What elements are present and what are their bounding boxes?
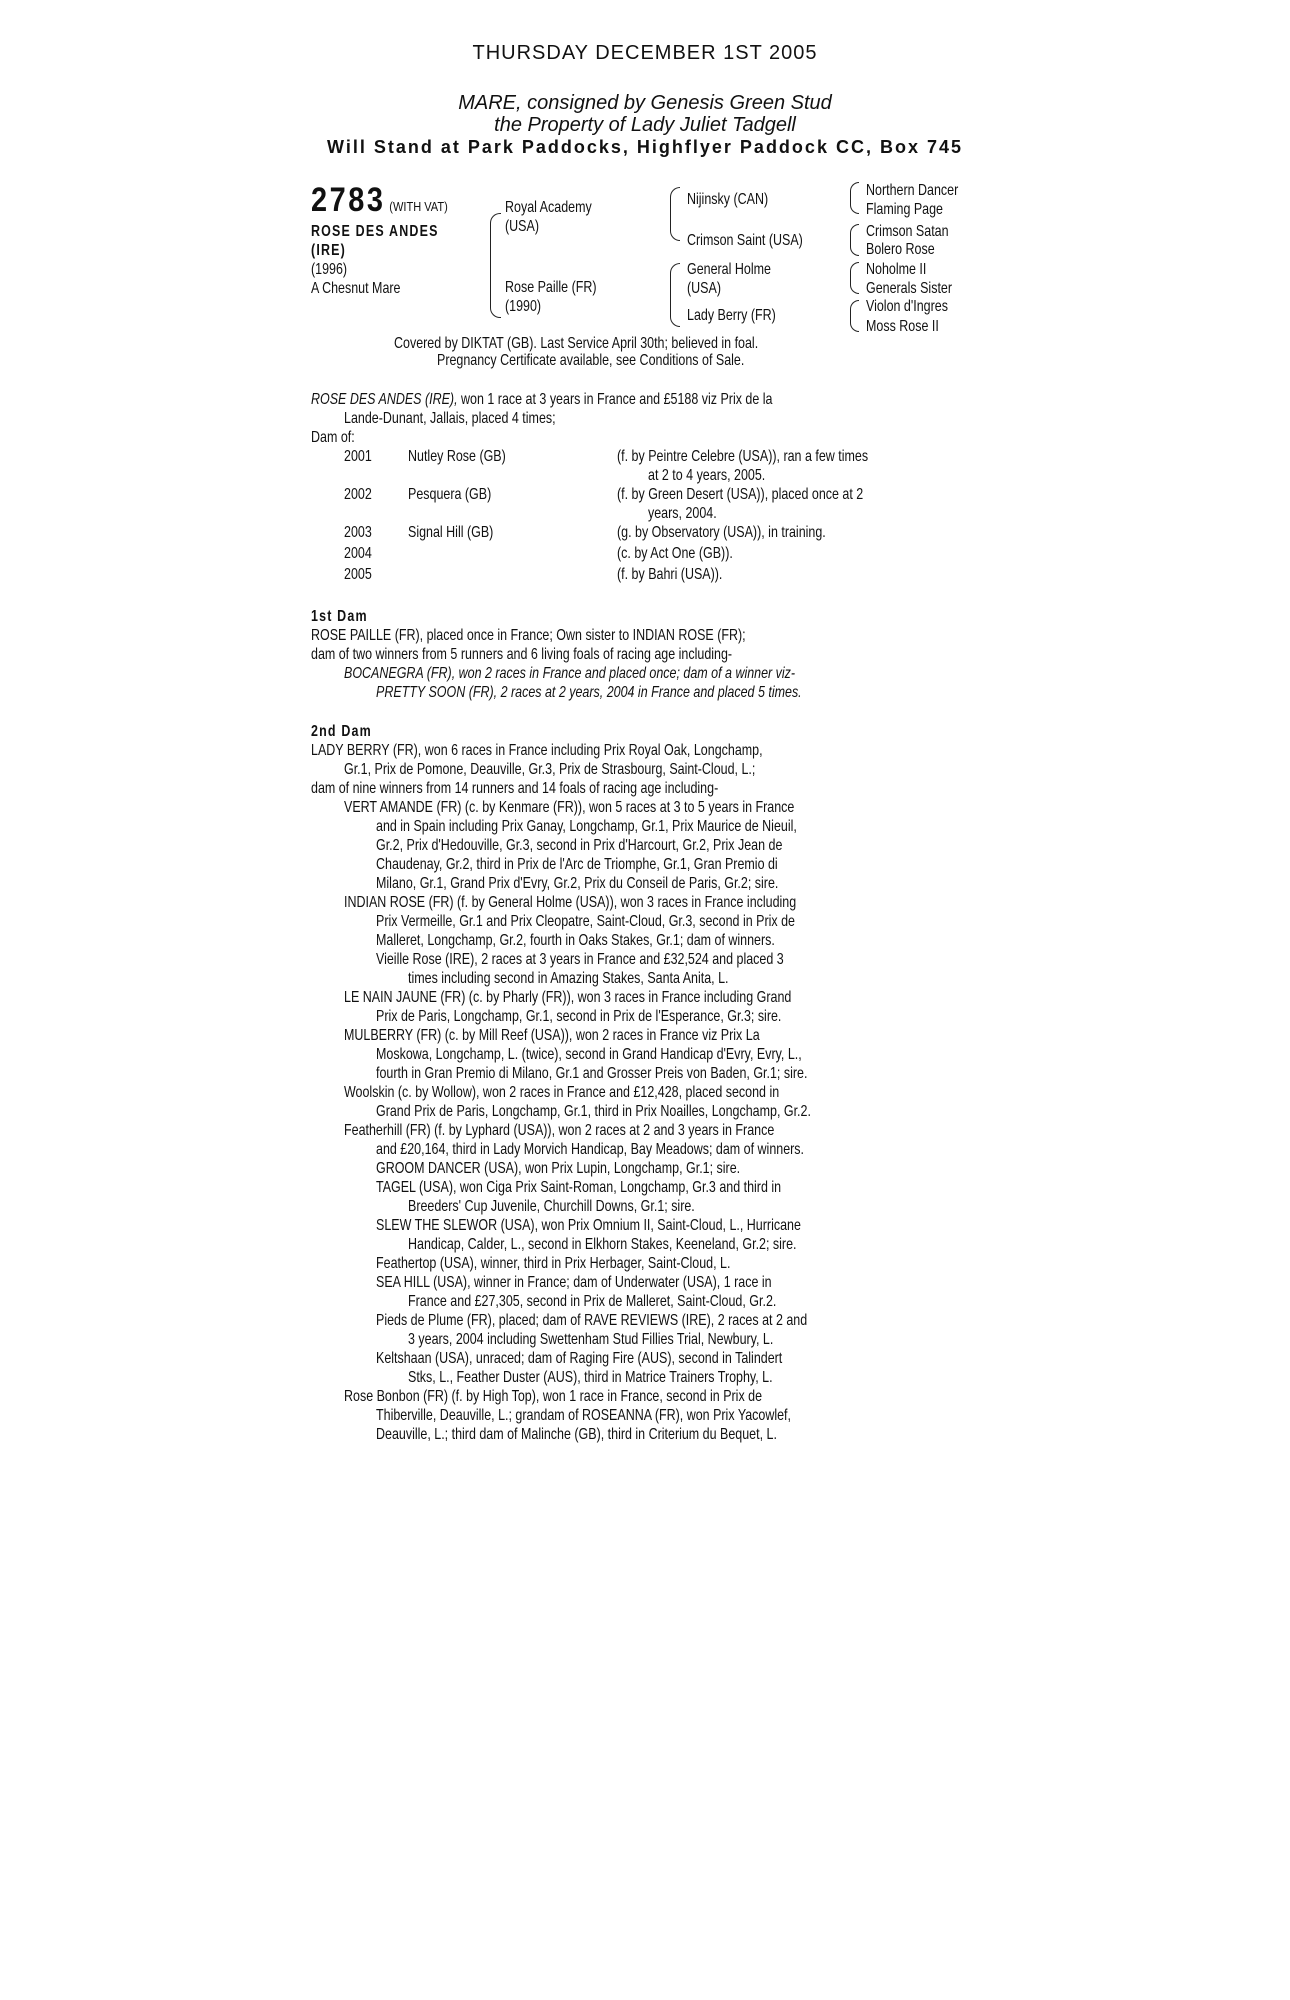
second-dam-line: Rose Bonbon (FR) (f. by High Top), won 1 race in France, second in Prix de xyxy=(344,1388,763,1405)
produce-year: 2004 xyxy=(344,545,372,562)
brace-ss xyxy=(850,182,859,214)
second-dam-line: Pieds de Plume (FR), placed; dam of RAVE REVIEWS (IRE), 2 races at 2 and xyxy=(376,1312,808,1329)
sire-dam-brace xyxy=(490,213,501,318)
second-dam-line: Moskowa, Longchamp, L. (twice), second in Grand Handicap d'Evry, Evry, L., xyxy=(376,1046,802,1063)
gg-dam-3: Generals Sister xyxy=(866,280,953,297)
first-dam-line: BOCANEGRA (FR), won 2 races in France and placed once; dam of a winner viz- xyxy=(344,665,796,682)
produce-name: Pesquera (GB) xyxy=(408,486,492,503)
second-dam-line: fourth in Gran Premio di Milano, Gr.1 and Grosser Preis von Baden, Gr.1; sire. xyxy=(376,1065,808,1082)
gg-sire-3: Noholme II xyxy=(866,261,927,278)
dam-sire-country: (USA) xyxy=(687,280,721,297)
brace-dd xyxy=(850,300,859,332)
property-line: the Property of Lady Juliet Tadgell xyxy=(494,114,796,136)
first-dam-line: dam of two winners from 5 runners and 6 living foals of racing age including- xyxy=(311,646,733,663)
foaling-year: (1996) xyxy=(311,261,348,278)
dam-dam: Lady Berry (FR) xyxy=(687,307,776,324)
second-dam-line: LE NAIN JAUNE (FR) (c. by Pharly (FR)), won 3 races in France including Grand xyxy=(344,989,792,1006)
dam-of-label: Dam of: xyxy=(311,429,355,446)
second-dam-line: and in Spain including Prix Ganay, Longchamp, Gr.1, Prix Maurice de Nieuil, xyxy=(376,818,797,835)
produce-name: Signal Hill (GB) xyxy=(408,524,494,541)
first-dam-line: PRETTY SOON (FR), 2 races at 2 years, 2004 in France and placed 5 times. xyxy=(376,684,802,701)
stand-line: Will Stand at Park Paddocks, Highflyer Paddock CC, Box 745 xyxy=(327,137,963,157)
gg-sire-1: Northern Dancer xyxy=(866,182,959,199)
horse-suffix: (IRE) xyxy=(311,242,346,259)
produce-year: 2001 xyxy=(344,448,372,465)
dam-line-brace xyxy=(670,263,680,327)
second-dam-line: Gr.2, Prix d'Hedouville, Gr.3, second in Prix d'Harcourt, Gr.2, Prix Jean de xyxy=(376,837,783,854)
brace-ds xyxy=(850,262,859,294)
produce-year: 2005 xyxy=(344,566,372,583)
second-dam-line: Prix Vermeille, Gr.1 and Prix Cleopatre, Saint-Cloud, Gr.3, second in Prix de xyxy=(376,913,795,930)
produce-note: at 2 to 4 years, 2005. xyxy=(648,467,766,484)
produce-name: Nutley Rose (GB) xyxy=(408,448,506,465)
second-dam-line: VERT AMANDE (FR) (c. by Kenmare (FR)), won 5 races at 3 to 5 years in France xyxy=(344,799,795,816)
second-dam-line: Featherhill (FR) (f. by Lyphard (USA)), won 2 races at 2 and 3 years in France xyxy=(344,1122,775,1139)
second-dam-line: Stks, L., Feather Duster (AUS), third in Matrice Trainers Trophy, L. xyxy=(408,1369,773,1386)
second-dam-line: Prix de Paris, Longchamp, Gr.1, second in Prix de l'Esperance, Gr.3; sire. xyxy=(376,1008,782,1025)
second-dam-line: Milano, Gr.1, Grand Prix d'Evry, Gr.2, Prix du Conseil de Paris, Gr.2; sire. xyxy=(376,875,779,892)
lot-number-line xyxy=(311,182,448,218)
second-dam-line: Handicap, Calder, L., second in Elkhorn Stakes, Keeneland, Gr.2; sire. xyxy=(408,1236,797,1253)
produce-note: (g. by Observatory (USA)), in training. xyxy=(617,524,826,541)
produce-note: (f. by Bahri (USA)). xyxy=(617,566,723,583)
second-dam-line: Keltshaan (USA), unraced; dam of Raging Fire (AUS), second in Talindert xyxy=(376,1350,783,1367)
vat-label: (WITH VAT) xyxy=(389,199,448,214)
second-dam-line: dam of nine winners from 14 runners and 14 foals of racing age including- xyxy=(311,780,719,797)
produce-note: years, 2004. xyxy=(648,505,717,522)
brace-sd xyxy=(850,224,859,256)
produce-note: (c. by Act One (GB)). xyxy=(617,545,733,562)
second-dam-line: and £20,164, third in Lady Morvich Handicap, Bay Meadows; dam of winners. xyxy=(376,1141,805,1158)
second-dam-line: times including second in Amazing Stakes, Santa Anita, L. xyxy=(408,970,729,987)
second-dam-line: Thiberville, Deauville, L.; grandam of ROSEANNA (FR), won Prix Yacowlef, xyxy=(376,1407,791,1424)
second-dam-line: Grand Prix de Paris, Longchamp, Gr.1, third in Prix Noailles, Longchamp, Gr.2. xyxy=(376,1103,811,1120)
dam-name: Rose Paille (FR) xyxy=(505,279,597,296)
second-dam-line: Vieille Rose (IRE), 2 races at 3 years in France and £32,524 and placed 3 xyxy=(376,951,784,968)
second-dam-line: SLEW THE SLEWOR (USA), won Prix Omnium II, Saint-Cloud, L., Hurricane xyxy=(376,1217,801,1234)
horse-name: ROSE DES ANDES xyxy=(311,223,439,240)
second-dam-line: Woolskin (c. by Wollow), won 2 races in France and £12,428, placed second in xyxy=(344,1084,780,1101)
gg-dam-4: Moss Rose II xyxy=(866,318,939,335)
produce-year: 2002 xyxy=(344,486,372,503)
sire-sire: Nijinsky (CAN) xyxy=(687,191,769,208)
produce-year: 2003 xyxy=(344,524,372,541)
second-dam-line: Chaudenay, Gr.2, third in Prix de l'Arc de Triomphe, Gr.1, Gran Premio di xyxy=(376,856,778,873)
second-dam-line: Gr.1, Prix de Pomone, Deauville, Gr.3, Prix de Strasbourg, Saint-Cloud, L.; xyxy=(344,761,756,778)
sire-dam: Crimson Saint (USA) xyxy=(687,232,803,249)
lot-number: 2783 xyxy=(311,181,386,219)
record-line-1 xyxy=(311,390,773,409)
gg-dam-1: Flaming Page xyxy=(866,201,944,218)
second-dam-line: INDIAN ROSE (FR) (f. by General Holme (USA)), won 3 races in France including xyxy=(344,894,797,911)
second-dam-line: MULBERRY (FR) (c. by Mill Reef (USA)), won 2 races in France viz Prix La xyxy=(344,1027,760,1044)
sire-country: (USA) xyxy=(505,218,539,235)
sire-name: Royal Academy xyxy=(505,199,592,216)
sale-date: THURSDAY DECEMBER 1ST 2005 xyxy=(472,42,818,64)
second-dam-line: Deauville, L.; third dam of Malinche (GB), third in Criterium du Bequet, L. xyxy=(376,1426,777,1443)
gg-sire-4: Violon d'Ingres xyxy=(866,298,948,315)
second-dam-line: Feathertop (USA), winner, third in Prix Herbager, Saint-Cloud, L. xyxy=(376,1255,731,1272)
consignor-line: MARE, consigned by Genesis Green Stud xyxy=(458,92,832,114)
covered-line: Covered by DIKTAT (GB). Last Service April 30th; believed in foal. xyxy=(394,335,759,352)
second-dam-line: SEA HILL (USA), winner in France; dam of Underwater (USA), 1 race in xyxy=(376,1274,772,1291)
second-dam-heading: 2nd Dam xyxy=(311,723,372,740)
gg-dam-2: Bolero Rose xyxy=(866,241,935,258)
gg-sire-2: Crimson Satan xyxy=(866,223,949,240)
produce-note: (f. by Peintre Celebre (USA)), ran a few times xyxy=(617,448,869,465)
dam-sire: General Holme xyxy=(687,261,771,278)
first-dam-line: ROSE PAILLE (FR), placed once in France; Own sister to INDIAN ROSE (FR); xyxy=(311,627,746,644)
second-dam-line: Breeders' Cup Juvenile, Churchill Downs, Gr.1; sire. xyxy=(408,1198,695,1215)
sire-line-brace xyxy=(670,187,680,241)
second-dam-line: GROOM DANCER (USA), won Prix Lupin, Longchamp, Gr.1; sire. xyxy=(376,1160,741,1177)
pregnancy-line: Pregnancy Certificate available, see Conditions of Sale. xyxy=(437,352,745,369)
horse-description: A Chesnut Mare xyxy=(311,280,401,297)
record-line-2: Lande-Dunant, Jallais, placed 4 times; xyxy=(344,410,556,427)
second-dam-line: 3 years, 2004 including Swettenham Stud Fillies Trial, Newbury, L. xyxy=(408,1331,774,1348)
produce-note: (f. by Green Desert (USA)), placed once at 2 xyxy=(617,486,864,503)
first-dam-heading: 1st Dam xyxy=(311,608,368,625)
record-horse-name: ROSE DES ANDES (IRE), xyxy=(311,391,458,408)
second-dam-line: LADY BERRY (FR), won 6 races in France including Prix Royal Oak, Longchamp, xyxy=(311,742,763,759)
dam-year: (1990) xyxy=(505,298,542,315)
second-dam-line: Malleret, Longchamp, Gr.2, fourth in Oaks Stakes, Gr.1; dam of winners. xyxy=(376,932,775,949)
record-summary: won 1 race at 3 years in France and £5188 viz Prix de la xyxy=(457,391,773,408)
second-dam-line: France and £27,305, second in Prix de Malleret, Saint-Cloud, Gr.2. xyxy=(408,1293,777,1310)
second-dam-line: TAGEL (USA), won Ciga Prix Saint-Roman, Longchamp, Gr.3 and third in xyxy=(376,1179,782,1196)
